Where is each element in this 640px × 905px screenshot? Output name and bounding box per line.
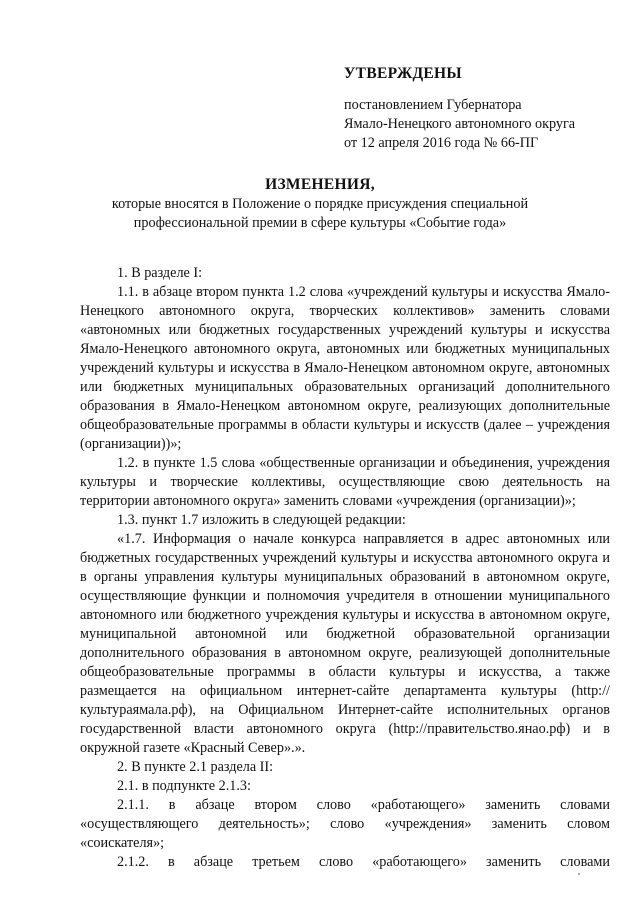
paragraph-section-2: 2. В пункте 2.1 раздела II: (117, 759, 274, 775)
document-title-block (70, 175, 570, 233)
document-body (80, 264, 610, 872)
document-subtitle-line: профессиональной премии в сфере культуры «Событие года» (133, 215, 507, 231)
paragraph-section-1: 1. В разделе I: (117, 265, 203, 281)
approval-heading: УТВЕРЖДЕНЫ (344, 65, 462, 82)
paragraph-2-1: 2.1. в подпункте 2.1.3: (117, 778, 251, 794)
paragraph-2-1-1: 2.1.1. в абзаце втором слово «работающего» заменить словами «осуществляющего деятельность»; слово «учреждения» заменить словом «соискателя»; (80, 797, 610, 851)
document-title: ИЗМЕНЕНИЯ, (265, 176, 375, 193)
paragraph-1-1: 1.1. в абзаце втором пункта 1.2 слова «учреждений культуры и искусства Ямало-Ненецкого автономного округа, творческих коллективов» заменить словами «автономных или бюджетных государственных учреждений культуры и искусства Ямало-Ненецкого автономного округа, автономных или бюджетных муниципальных учреждений культуры и искусства в Ямало-Ненецком автономном округе, автономных или бюджетных муниципальных образовательных организаций дополнительного образования в Ямало-Ненецком автономном округе, реализующих дополнительные общеобразовательные программы в области культуры и искусств (далее – учреждения (организации))»; (80, 284, 610, 452)
approval-line: Ямало-Ненецкого автономного округа (344, 116, 576, 132)
paragraph-1-7-text: «1.7. Информация о начале конкурса направляется в адрес автономных или бюджетных государственных учреждений культуры и искусства автономного округа и в органы управления культуры муниципальных образований в автономном округе, осуществляющие функции и полномочия учредителя в отношении муниципального автономного или бюджетного учреждения культуры и искусства в автономном округе, муниципальной автономной или бюджетной образовательной организации дополнительного образования в автономном округе, реализующей дополнительные общеобразовательные программы в области культуры и искусства, а также размещается на официальном интернет-сайте департамента культуры (http://культураямала.рф), на Официальном Интернет-сайте исполнительных органов государственной власти автономного округа (http://правительство.янао.рф) и в окружной газете «Красный Север».». (80, 531, 610, 756)
approval-line: постановлением Губернатора (344, 97, 522, 113)
scan-speck (578, 873, 580, 875)
approval-stamp (344, 64, 624, 153)
paragraph-2-1-2: 2.1.2. в абзаце третьем слово «работающего» заменить словами (117, 854, 610, 870)
document-subtitle-line: которые вносятся в Положение о порядке присуждения специальной (111, 196, 529, 212)
approval-line: от 12 апреля 2016 года № 66-ПГ (344, 135, 539, 151)
paragraph-1-2: 1.2. в пункте 1.5 слова «общественные организации и объединения, учреждения культуры и творческие коллективы, осуществляющие свою деятельность на территории автономного округа» заменить словами «учреждения (организации)»; (80, 455, 610, 509)
paragraph-1-3: 1.3. пункт 1.7 изложить в следующей редакции: (117, 512, 406, 528)
